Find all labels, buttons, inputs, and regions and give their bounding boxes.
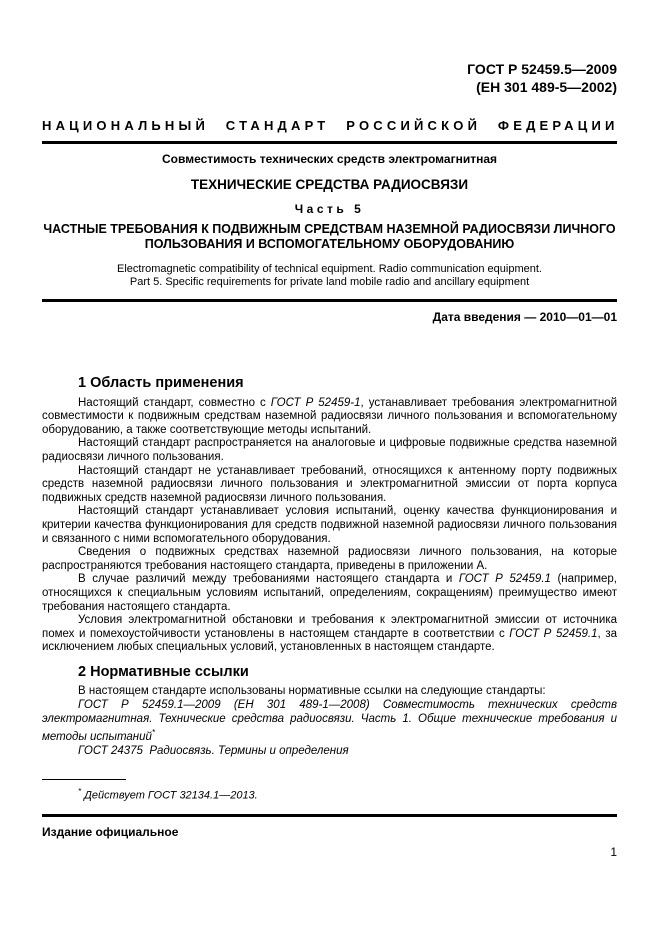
normative-reference: ГОСТ 24375 Радиосвязь. Термины и определения <box>78 744 349 757</box>
edition-note: Издание официальное <box>42 825 179 839</box>
document-body <box>42 377 617 758</box>
paragraph: В настоящем стандарте использованы нормативные ссылки на следующие стандарты: <box>78 685 546 698</box>
page-footer <box>42 814 617 859</box>
part-title-line2: ПОЛЬЗОВАНИЯ И ВСПОМОГАТЕЛЬНОМУ ОБОРУДОВАНИЮ <box>144 237 515 251</box>
section-1-heading: 1 Область применения <box>78 375 244 391</box>
footnote <box>42 785 617 803</box>
paragraph <box>42 573 617 614</box>
footer-separator-rule <box>42 814 617 817</box>
doc-code: ГОСТ Р 52459.5—2009 <box>467 61 617 77</box>
paragraph: Настоящий стандарт не устанавливает требований, относящихся к антенному порту подвижных средств наземной радиосвязи личного пользования и электромагнитной эмиссии от порта корпуса подвижных средств наземной радиосвязи личного пользования. <box>42 464 617 504</box>
gost-reference: ГОСТ Р 52459.1 <box>458 573 551 586</box>
text-run: (например, относящихся к специальным условиям испытаний, определениям, сокращениям) преимущество имеют требования настоящего стандарта. <box>42 573 617 613</box>
footnote-marker: * <box>78 787 82 796</box>
reference-text: ГОСТ Р 52459.1—2009 (ЕН 301 489-1—2008) Совместимость технических средств электромагнитная. Технические средства радиосвязи. Часть 1. Общие технические требования и методы испытаний <box>42 699 617 744</box>
national-standard-banner: НАЦИОНАЛЬНЫЙ СТАНДАРТ РОССИЙСКОЙ ФЕДЕРАЦИИ <box>42 118 617 144</box>
paragraph: Настоящий стандарт устанавливает условия испытаний, оценку качества функционирования и критерии качества функционирования для средств подвижной наземной радиосвязи личного пользования и связанного с ними вспомогательного оборудования. <box>42 505 617 545</box>
gost-reference: ГОСТ Р 52459.1 <box>509 627 598 640</box>
footnote-separator-rule <box>42 779 126 780</box>
footnote-text: Действует ГОСТ 32134.1—2013. <box>81 789 258 802</box>
paragraph <box>42 614 617 655</box>
text-run: В случае различий между требованиями настоящего стандарта и <box>78 573 459 586</box>
text-run: Настоящий стандарт, совместно с <box>78 396 271 409</box>
part-title <box>42 222 617 252</box>
title-english <box>42 263 617 289</box>
gost-reference: ГОСТ Р 52459-1 <box>270 396 361 409</box>
effective-date: Дата введения — 2010—01—01 <box>432 310 617 324</box>
paragraph: Настоящий стандарт распространяется на аналоговые и цифровые подвижные средства наземной радиосвязи личного пользования. <box>42 437 617 463</box>
footnote-marker: * <box>151 728 156 738</box>
paragraph <box>42 397 617 438</box>
text-run: , за исключением любых специальных условий, установленных в настоящем стандарте. <box>42 627 617 654</box>
footnote-area <box>42 779 617 803</box>
section-2-heading: 2 Нормативные ссылки <box>78 663 249 680</box>
page-number: 1 <box>610 845 617 859</box>
title-english-line2: Part 5. Specific requirements for private land mobile radio and ancillary equipment <box>129 276 530 288</box>
title-english-line1: Electromagnetic compatibility of technical equipment. Radio communication equipment. <box>117 263 542 275</box>
part-title-line1: ЧАСТНЫЕ ТРЕБОВАНИЯ К ПОДВИЖНЫМ СРЕДСТВАМ НАЗЕМНОЙ РАДИОСВЯЗИ ЛИЧНОГО <box>43 222 616 236</box>
doc-subtitle: Совместимость технических средств электромагнитная <box>162 152 497 166</box>
text-run: Условия электромагнитной обстановки и требования к электромагнитной эмиссии от источника помех и помехоустойчивости установлены в настоящем стандарте в соответствии с <box>42 614 617 640</box>
text-run: , устанавливает требования электромагнитной совместимости к подвижным средствам наземной радиосвязи личного пользования и вспомогательному оборудованию, а также соответствующие методы испытаний. <box>42 396 617 436</box>
part-label: Часть 5 <box>294 202 365 216</box>
header-separator-rule <box>42 299 617 302</box>
doc-code-block <box>42 60 617 96</box>
doc-title: ТЕХНИЧЕСКИЕ СРЕДСТВА РАДИОСВЯЗИ <box>190 177 469 192</box>
doc-code-en: (ЕН 301 489-5—2002) <box>476 79 617 95</box>
normative-reference <box>42 699 617 745</box>
paragraph: Сведения о подвижных средствах наземной радиосвязи личного пользования, на которые распространяются требования настоящего стандарта, приведены в приложении А. <box>42 546 617 572</box>
